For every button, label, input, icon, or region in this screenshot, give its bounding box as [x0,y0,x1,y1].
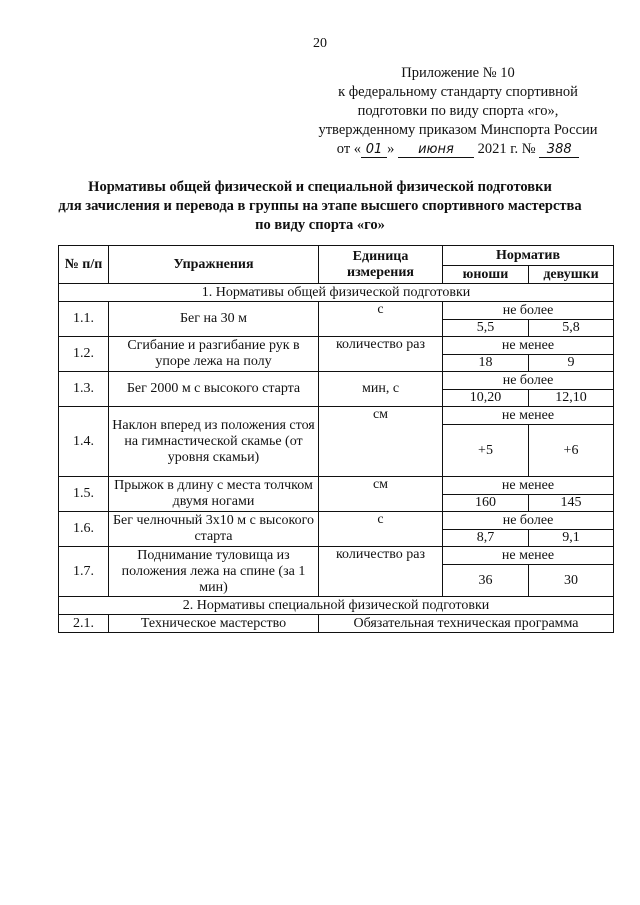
row-girls: 9 [529,355,614,372]
row-boys: 36 [443,565,529,597]
header-unit: Единица измерения [319,246,443,284]
row-unit: количество раз [319,547,443,597]
row-condition: не более [443,512,614,530]
date-prefix: от « [336,141,362,157]
row-num: 1.6. [59,512,109,547]
header-num: № п/п [59,246,109,284]
date-day: 01 [361,143,387,158]
row-num: 1.2. [59,337,109,372]
table-row [59,407,614,425]
row-num: 2.1. [59,615,109,633]
row-boys: 160 [443,495,529,512]
row-unit: с [319,302,443,337]
row-boys: +5 [443,425,529,477]
row-condition: не более [443,302,614,320]
row-girls: 12,10 [529,390,614,407]
row-unit: количество раз [319,337,443,372]
table-row [59,372,614,390]
appendix-line-1: Приложение № 10 [401,65,515,81]
header-boys: юноши [443,266,529,284]
row-condition: не менее [443,407,614,425]
row-unit: см [319,477,443,512]
row-exercise: Сгибание и разгибание рук в упоре лежа на полу [109,337,319,372]
row-condition: не менее [443,547,614,565]
row-exercise: Бег на 30 м [109,302,319,337]
table-row [59,477,614,495]
row-unit: мин, с [319,372,443,407]
page-number: 20 [313,36,327,51]
date-month: июня [398,143,474,158]
appendix-line-3: подготовки по виду спорта «го», [357,103,559,119]
row-boys: 10,20 [443,390,529,407]
row-num: 1.4. [59,407,109,477]
row-exercise: Наклон вперед из положения стоя на гимнастической скамье (от уровня скамьи) [109,407,319,477]
table-row [59,615,614,633]
header-girls: девушки [529,266,614,284]
row-exercise: Бег 2000 м с высокого старта [109,372,319,407]
row-num: 1.5. [59,477,109,512]
row-condition: не менее [443,477,614,495]
row-num: 1.3. [59,372,109,407]
order-number: 388 [539,143,579,158]
row-girls: 145 [529,495,614,512]
row-unit: см [319,407,443,477]
row-num: 1.7. [59,547,109,597]
date-year: 2021 г. № [477,141,536,157]
row-girls: 9,1 [529,530,614,547]
title-line-2: для зачисления и перевода в группы на этапе высшего спортивного мастерства [58,198,582,214]
standards-table [58,245,614,633]
row-girls: +6 [529,425,614,477]
table-row [59,337,614,355]
header-norm: Норматив [443,246,614,266]
title-line-1: Нормативы общей физической и специальной физической подготовки [88,179,552,195]
row-boys: 18 [443,355,529,372]
row-num: 1.1. [59,302,109,337]
row-exercise: Поднимание туловища из положения лежа на спине (за 1 мин) [109,547,319,597]
date-mid: » [387,141,395,157]
table-row [59,302,614,320]
table-row [59,547,614,565]
section-2-title: 2. Нормативы специальной физической подготовки [59,597,614,615]
section-1-title: 1. Нормативы общей физической подготовки [59,284,614,302]
appendix-line-2: к федеральному стандарту спортивной [338,84,578,100]
appendix-block [308,64,608,159]
title-line-3: по виду спорта «го» [255,217,385,233]
row-exercise: Бег челночный 3х10 м с высокого старта [109,512,319,547]
appendix-line-4: утвержденному приказом Минспорта России [318,122,598,138]
row-exercise: Техническое мастерство [109,615,319,633]
table-row [59,512,614,530]
header-exercise: Упражнения [109,246,319,284]
row-condition: не менее [443,337,614,355]
document-title [40,178,600,235]
row-condition: не более [443,372,614,390]
row-girls: 5,8 [529,320,614,337]
appendix-date-line [308,140,608,159]
row-boys: 5,5 [443,320,529,337]
row-boys: 8,7 [443,530,529,547]
row-exercise: Прыжок в длину с места толчком двумя ногами [109,477,319,512]
row-unit: с [319,512,443,547]
row-girls: 30 [529,565,614,597]
row-value: Обязательная техническая программа [319,615,614,633]
